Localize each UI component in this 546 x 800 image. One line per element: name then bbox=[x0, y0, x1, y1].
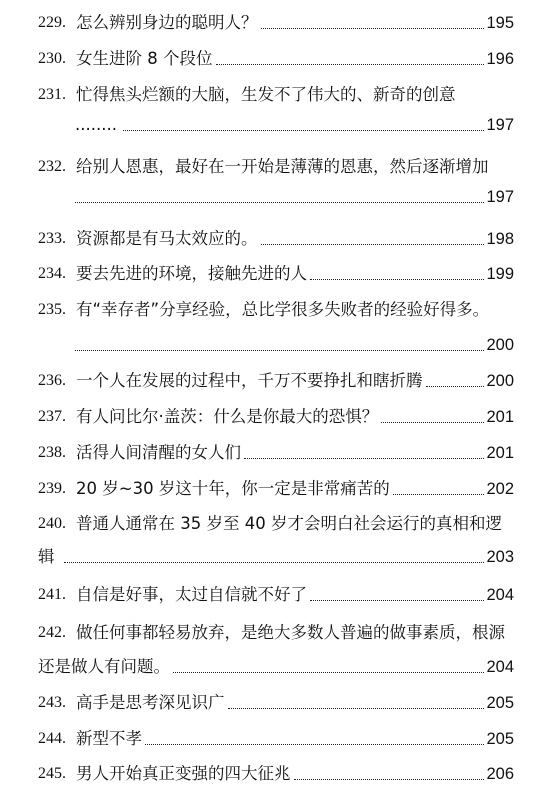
toc-entry-233[interactable] bbox=[38, 224, 514, 250]
entry-title: 普通人通常在 35 岁至 40 岁才会明白社会运行的真相和逻 bbox=[76, 514, 502, 533]
entry-title: 男人开始真正变强的四大征兆 bbox=[76, 764, 291, 783]
toc-entry-240[interactable] bbox=[38, 509, 514, 535]
entry-title-continuation: ........ bbox=[75, 115, 117, 134]
entry-title-continuation: 还是做人有问题。 bbox=[38, 657, 170, 676]
dot-leader bbox=[75, 201, 484, 203]
entry-title: 要去先进的环境，接触先进的人 bbox=[76, 264, 307, 283]
dot-leader bbox=[310, 278, 484, 280]
entry-title: 活得人间清醒的女人们 bbox=[76, 443, 241, 462]
toc-entry-235[interactable] bbox=[38, 295, 514, 321]
dot-leader bbox=[310, 599, 484, 601]
entry-number: 241. bbox=[38, 586, 66, 603]
page-number: 202 bbox=[486, 480, 514, 498]
entry-title: 忙得焦头烂额的大脑，生发不了伟大的、新奇的创意 bbox=[76, 85, 456, 104]
toc-entry-237[interactable] bbox=[38, 402, 514, 428]
page-number: 198 bbox=[486, 230, 514, 248]
page-number: 205 bbox=[486, 694, 514, 712]
entry-number: 236. bbox=[38, 372, 66, 389]
entry-title: 有“幸存者”分享经验，总比学很多失败者的经验好得多。 bbox=[76, 300, 490, 319]
dot-leader bbox=[145, 743, 484, 745]
entry-title: 20 岁~30 岁这十年，你一定是非常痛苦的 bbox=[76, 479, 390, 498]
page-number: 204 bbox=[486, 586, 514, 604]
page-number: 205 bbox=[486, 730, 514, 748]
dot-leader bbox=[228, 707, 485, 709]
entry-number: 242. bbox=[38, 624, 66, 641]
toc-entry-231[interactable] bbox=[38, 80, 514, 106]
entry-title: 给别人恩惠，最好在一开始是薄薄的恩惠，然后逐渐增加 bbox=[76, 157, 489, 176]
toc-entry-244[interactable] bbox=[38, 724, 514, 750]
entry-number: 232. bbox=[38, 158, 66, 175]
toc-entry-243[interactable] bbox=[38, 688, 514, 714]
toc-entry-235-continuation[interactable] bbox=[75, 330, 514, 356]
page-number: 200 bbox=[486, 372, 514, 390]
dot-leader bbox=[426, 385, 485, 387]
entry-title-continuation: 辑 bbox=[38, 547, 55, 566]
entry-title: 资源都是有马太效应的。 bbox=[76, 229, 258, 248]
toc-entry-242-continuation[interactable] bbox=[38, 652, 514, 678]
toc-entry-245[interactable] bbox=[38, 759, 514, 785]
page-number: 204 bbox=[486, 658, 514, 676]
entry-title: 一个人在发展的过程中，千万不要挣扎和瞎折腾 bbox=[76, 371, 423, 390]
entry-number: 231. bbox=[38, 86, 66, 103]
dot-leader bbox=[123, 129, 485, 131]
entry-number: 243. bbox=[38, 694, 66, 711]
dot-leader bbox=[294, 778, 485, 780]
entry-number: 238. bbox=[38, 444, 66, 461]
entry-number: 240. bbox=[38, 515, 66, 532]
entry-number: 239. bbox=[38, 480, 66, 497]
entry-number: 234. bbox=[38, 265, 66, 282]
toc-entry-236[interactable] bbox=[38, 366, 514, 392]
dot-leader bbox=[173, 671, 484, 673]
dot-leader bbox=[381, 421, 484, 423]
entry-number: 230. bbox=[38, 50, 66, 67]
entry-title: 怎么辨别身边的聪明人？ bbox=[76, 13, 258, 32]
toc-entry-238[interactable] bbox=[38, 438, 514, 464]
toc-entry-232-continuation[interactable] bbox=[75, 182, 514, 208]
toc-entry-239[interactable] bbox=[38, 474, 514, 500]
page-number: 197 bbox=[486, 116, 514, 134]
entry-number: 233. bbox=[38, 230, 66, 247]
entry-title: 做任何事都轻易放弃，是绝大多数人普遍的做事素质，根源 bbox=[76, 623, 505, 642]
entry-number: 245. bbox=[38, 765, 66, 782]
entry-title: 新型不孝 bbox=[76, 729, 142, 748]
toc-entry-232[interactable] bbox=[38, 152, 514, 178]
page-number: 201 bbox=[486, 408, 514, 426]
entry-title: 自信是好事，太过自信就不好了 bbox=[76, 585, 307, 604]
entry-title: 高手是思考深见识广 bbox=[76, 693, 225, 712]
dot-leader bbox=[75, 349, 484, 351]
entry-number: 237. bbox=[38, 408, 66, 425]
page-number: 196 bbox=[486, 50, 514, 68]
toc-entry-241[interactable] bbox=[38, 580, 514, 606]
entry-number: 229. bbox=[38, 14, 66, 31]
page-number: 200 bbox=[486, 336, 514, 354]
toc-entry-229[interactable] bbox=[38, 8, 514, 34]
page-number: 201 bbox=[486, 444, 514, 462]
dot-leader bbox=[393, 493, 485, 495]
entry-number: 244. bbox=[38, 730, 66, 747]
dot-leader bbox=[64, 561, 485, 563]
dot-leader bbox=[216, 63, 485, 65]
toc-entry-231-continuation[interactable] bbox=[75, 110, 514, 136]
toc-entry-234[interactable] bbox=[38, 259, 514, 285]
page-number: 206 bbox=[486, 765, 514, 783]
toc-entry-240-continuation[interactable] bbox=[38, 542, 514, 568]
dot-leader bbox=[261, 243, 485, 245]
page-number: 199 bbox=[486, 265, 514, 283]
toc-entry-242[interactable] bbox=[38, 618, 514, 644]
dot-leader bbox=[261, 27, 485, 29]
page-number: 195 bbox=[486, 14, 514, 32]
dot-leader bbox=[244, 457, 484, 459]
page-number: 203 bbox=[486, 548, 514, 566]
entry-number: 235. bbox=[38, 301, 66, 318]
entry-title: 女生进阶 8 个段位 bbox=[76, 49, 213, 68]
toc-entry-230[interactable] bbox=[38, 44, 514, 70]
page-number: 197 bbox=[486, 188, 514, 206]
entry-title: 有人问比尔·盖茨：什么是你最大的恐惧？ bbox=[76, 407, 379, 426]
